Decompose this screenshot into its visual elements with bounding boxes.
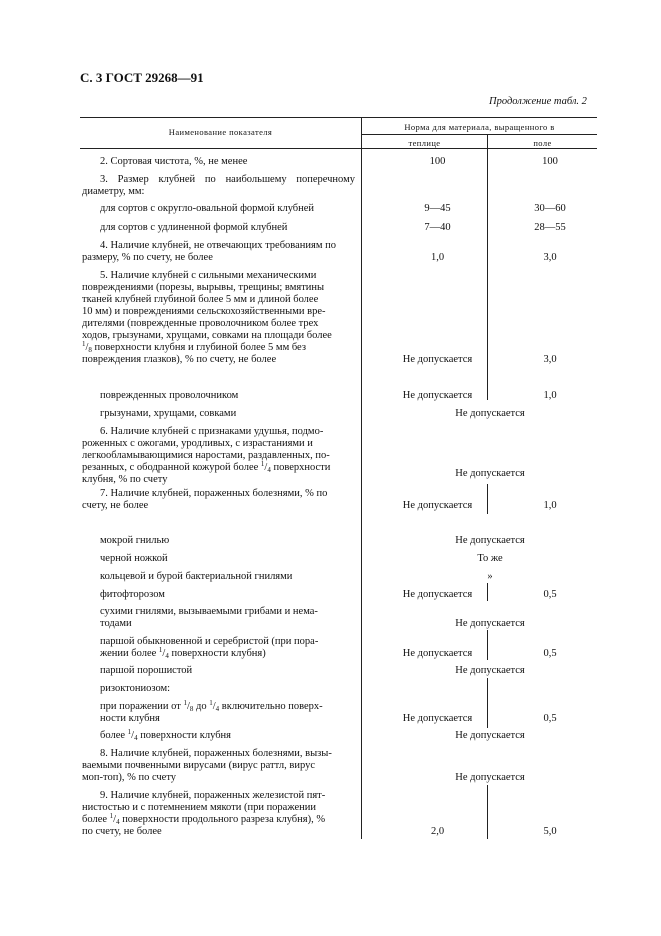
cell-span: Не допускается: [455, 535, 525, 546]
cell-greenhouse: 1,0: [430, 252, 445, 263]
cell-greenhouse: Не допускается: [402, 713, 473, 724]
fraction-denominator: 8: [189, 705, 194, 713]
row-label-line: ходов, грызунами, хрущами, совками на площади более: [82, 330, 332, 341]
row-label-text: более: [82, 814, 110, 825]
row-label-line: повреждениями (порезы, вырывы, трещины; вмятины: [82, 282, 325, 293]
row-label-line: 10 мм) и повреждениями сельскохозяйственными вре-: [82, 306, 326, 317]
cell-field: 0,5: [543, 713, 557, 724]
cell-greenhouse: 2,0: [430, 826, 445, 837]
row-label-line: 6. Наличие клубней с признаками удушья, подмо-: [100, 426, 324, 437]
row-label: 2. Сортовая чистота, %, не менее: [100, 156, 248, 167]
row-label: более $^1/_4$ поверхности клубня: [100, 728, 231, 742]
row-label: фитофторозом: [100, 589, 165, 600]
fraction-denominator: 4: [116, 818, 120, 826]
row-label-text: включительно поверх-: [219, 701, 323, 712]
fraction-denominator: 4: [134, 734, 138, 742]
subheader-rule: [361, 134, 597, 135]
row-label-line: диаметру, мм:: [82, 186, 145, 197]
fraction-denominator: 4: [267, 466, 271, 474]
cell-greenhouse: 9—45: [424, 203, 451, 214]
row-label-line: жении более $^1/_4$ поверхности клубня): [100, 646, 266, 660]
cell-field: 3,0: [543, 354, 557, 365]
row-label-line: сухими гнилями, вызываемыми грибами и нема-: [100, 606, 318, 617]
row-label-line: нистостью и с потемнением мякоти (при поражении: [82, 802, 316, 813]
row-label-line: 4. Наличие клубней, не отвечающих требованиям по: [100, 240, 336, 251]
cell-span: Не допускается: [455, 618, 525, 629]
fraction-numerator: 1: [82, 340, 86, 348]
row-label: паршой порошистой: [100, 665, 193, 676]
row-label: мокрой гнилью: [100, 535, 170, 546]
row-label: [82, 174, 355, 185]
row-label-text: поверхности: [270, 462, 331, 473]
fraction-denominator: 4: [165, 652, 169, 660]
row-label-line: 5. Наличие клубней с сильными механическими: [100, 270, 317, 281]
row-label-line: 9. Наличие клубней, пораженных железистой пят-: [100, 790, 326, 801]
column-divider-main: [361, 117, 362, 839]
fraction-denominator: 4: [215, 705, 220, 713]
cell-field: 1,0: [543, 500, 557, 511]
header-greenhouse: теплице: [408, 138, 441, 148]
row-label-line: дителями (поврежденные проволочником более трех: [82, 318, 319, 329]
row-label-line: резанных, с ободранной кожурой более $^1/_4$ поверхности: [82, 460, 331, 474]
row-label: грызунами, хрущами, совками: [100, 408, 237, 419]
fraction-numerator: 1: [109, 812, 114, 820]
cell-field: 3,0: [543, 252, 557, 263]
row-label-line: паршой обыкновенной и серебристой (при пора-: [100, 636, 319, 647]
cell-greenhouse: Не допускается: [402, 390, 473, 401]
row-label-line: 8. Наличие клубней, пораженных болезнями, вызы-: [100, 748, 332, 759]
row-label-line: 3. Размер клубней по наибольшему поперечному: [100, 174, 355, 185]
cell-greenhouse: Не допускается: [402, 500, 473, 511]
row-label: кольцевой и бурой бактериальной гнилями: [100, 571, 293, 582]
row-label: поврежденных проволочником: [100, 390, 239, 401]
row-label-text: поверхности клубня): [168, 648, 266, 659]
cell-field: 5,0: [543, 826, 557, 837]
row-label-text: жении более: [100, 648, 159, 659]
cell-greenhouse: Не допускается: [402, 589, 473, 600]
cell-span: Не допускается: [455, 408, 525, 419]
cell-span: Не допускается: [455, 468, 525, 479]
row-label-line: более $^1/_4$ поверхности продольного разреза клубня), %: [82, 812, 326, 826]
row-label-line: повреждения глазков), % по счету, не более: [82, 354, 277, 365]
cell-span: Не допускается: [455, 730, 525, 741]
row-label-line: клубня, % по счету: [82, 474, 168, 485]
row-label-text: поверхности клубня: [137, 730, 231, 741]
table-continuation-label: Продолжение табл. 2: [489, 96, 587, 107]
row-label-line: при поражении от $^1/_8$ до $^1/_4$ включительно поверх-: [100, 699, 323, 713]
row-label-line: по счету, не более: [82, 826, 162, 837]
header-field: поле: [533, 138, 552, 148]
row-label-line: роженных с ожогами, уродливых, с израстаниями и: [82, 438, 313, 449]
row-label-line: 7. Наличие клубней, пораженных болезнями, % по: [100, 488, 328, 499]
cell-span: Не допускается: [455, 665, 525, 676]
fraction-numerator: 1: [183, 699, 187, 707]
row-label-text: резанных, с ободранной кожурой более: [82, 462, 261, 473]
row-label-line: $^1/_8$ поверхности клубня и глубиной более 5 мм без: [82, 340, 306, 354]
row-label-line: тканей клубней глубиной более 5 мм и длиной более: [82, 294, 319, 305]
row-label: для сортов с округло-овальной формой клубней: [100, 203, 315, 214]
cell-field: 0,5: [543, 648, 557, 659]
fraction-numerator: 1: [127, 728, 132, 736]
row-label: черной ножкой: [100, 553, 168, 564]
row-label-line: моп-топ), % по счету: [82, 772, 177, 783]
row-label-text: при поражении от: [100, 701, 184, 712]
row-label: ризоктониозом:: [100, 683, 171, 694]
cell-field: 28—55: [534, 222, 566, 233]
cell-greenhouse: Не допускается: [402, 354, 473, 365]
fraction-denominator: 8: [88, 346, 92, 354]
row-label-line: легкообламывающимися наростами, раздавленных, по-: [82, 450, 330, 461]
row-label-line: размеру, % по счету, не более: [82, 252, 213, 263]
cell-span: »: [487, 571, 493, 582]
row-label: для сортов с удлиненной формой клубней: [100, 222, 288, 233]
row-label-text: до: [193, 701, 210, 712]
row-label-text: поверхности клубня и глубиной более 5 мм без: [91, 342, 306, 353]
cell-field: 30—60: [534, 203, 566, 214]
header-norm: Норма для материала, выращенного в: [404, 122, 555, 132]
cell-field: 0,5: [543, 589, 557, 600]
cell-span: Не допускается: [455, 772, 525, 783]
cell-field: 1,0: [543, 390, 557, 401]
cell-greenhouse: Не допускается: [402, 648, 473, 659]
fraction-numerator: 1: [260, 460, 265, 468]
fraction-numerator: 1: [158, 646, 163, 654]
row-label-line: ности клубня: [100, 713, 160, 724]
row-label-line: тодами: [100, 618, 132, 629]
cell-span: То же: [477, 553, 503, 564]
page-header: С. 3 ГОСТ 29268—91: [80, 70, 204, 85]
fraction-numerator: 1: [209, 699, 213, 707]
row-label-line: ваемыми почвенными вирусами (вирус раттл, вирус: [82, 760, 315, 771]
row-label-text: поверхности продольного разреза клубня), %: [119, 814, 326, 825]
header-indicator: Наименование показателя: [168, 127, 273, 137]
cell-field: 100: [542, 156, 558, 167]
cell-greenhouse: 100: [429, 156, 446, 167]
cell-greenhouse: 7—40: [424, 222, 451, 233]
table-top-rule: [80, 117, 597, 118]
row-label-line: счету, не более: [82, 500, 149, 511]
row-label-text: более: [100, 730, 128, 741]
